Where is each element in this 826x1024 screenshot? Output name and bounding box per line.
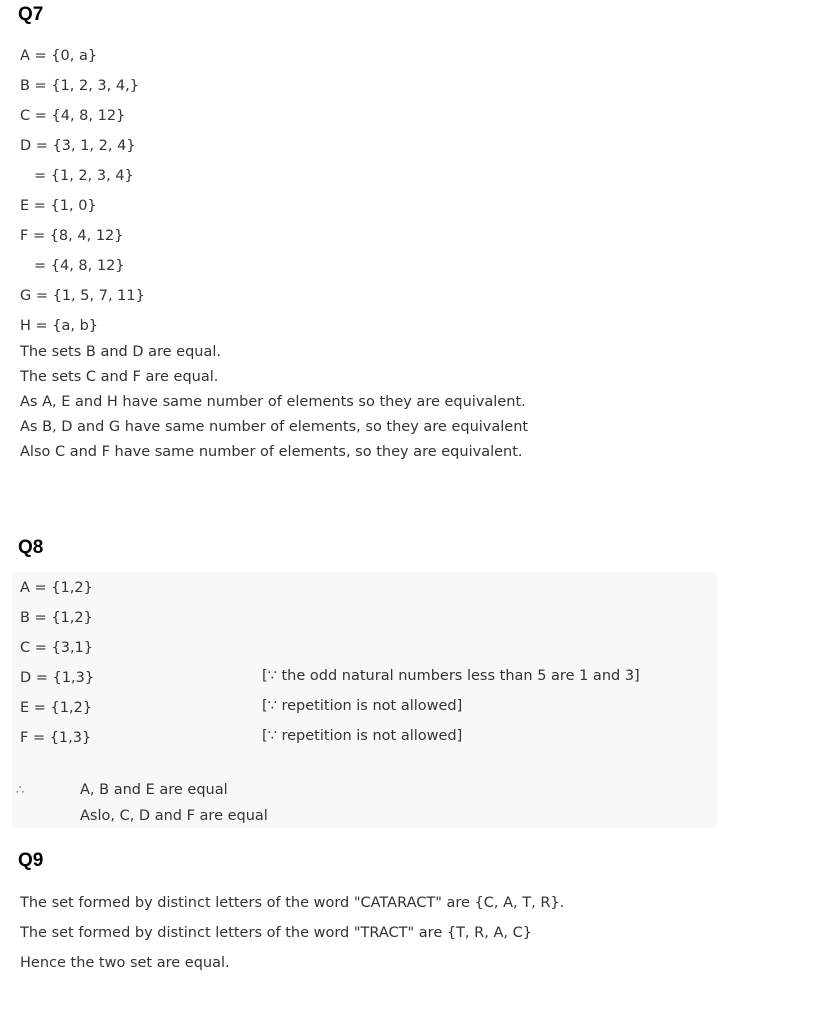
- therefore-symbol: ∴: [16, 783, 25, 798]
- q7-set-g: G = {1, 5, 7, 11}: [20, 288, 145, 304]
- q7-set-h: H = {a, b}: [20, 318, 99, 334]
- q8-set-e: E = {1,2}: [20, 700, 93, 716]
- q7-set-e: E = {1, 0}: [20, 198, 97, 214]
- q8-reason-e: [∵ repetition is not allowed]: [262, 698, 463, 714]
- q8-reason-f: [∵ repetition is not allowed]: [262, 728, 463, 744]
- q7-set-f-sorted: = {4, 8, 12}: [34, 258, 125, 274]
- q7-statement-4: As B, D and G have same number of elements, so they are equivalent: [20, 419, 529, 435]
- q8-heading: Q8: [18, 537, 44, 558]
- q9-line-1: The set formed by distinct letters of the word "CATARACT" are {C, A, T, R}.: [20, 895, 565, 911]
- q7-set-d-sorted: = {1, 2, 3, 4}: [34, 168, 134, 184]
- q9-line-2: The set formed by distinct letters of the word "TRACT" are {T, R, A, C}: [20, 925, 532, 941]
- q7-statement-3: As A, E and H have same number of elements so they are equivalent.: [20, 394, 526, 410]
- q7-statement-2: The sets C and F are equal.: [20, 369, 219, 385]
- q8-reason-d: [∵ the odd natural numbers less than 5 are 1 and 3]: [262, 668, 640, 684]
- q7-statement-5: Also C and F have same number of elements, so they are equivalent.: [20, 444, 523, 460]
- q7-set-d: D = {3, 1, 2, 4}: [20, 138, 136, 154]
- q7-set-f: F = {8, 4, 12}: [20, 228, 124, 244]
- q7-set-c: C = {4, 8, 12}: [20, 108, 126, 124]
- q8-set-a: A = {1,2}: [20, 580, 93, 596]
- q7-heading: Q7: [18, 4, 44, 25]
- q7-set-a: A = {0, a}: [20, 48, 98, 64]
- q8-set-b: B = {1,2}: [20, 610, 93, 626]
- q9-heading: Q9: [18, 850, 44, 871]
- q7-statement-1: The sets B and D are equal.: [20, 344, 222, 360]
- q8-set-c: C = {3,1}: [20, 640, 94, 656]
- q8-set-f: F = {1,3}: [20, 730, 92, 746]
- q9-line-3: Hence the two set are equal.: [20, 955, 230, 971]
- q8-conclusion-2: Aslo, C, D and F are equal: [80, 808, 268, 824]
- q7-set-b: B = {1, 2, 3, 4,}: [20, 78, 139, 94]
- q8-set-d: D = {1,3}: [20, 670, 95, 686]
- q8-conclusion-1: A, B and E are equal: [80, 782, 228, 798]
